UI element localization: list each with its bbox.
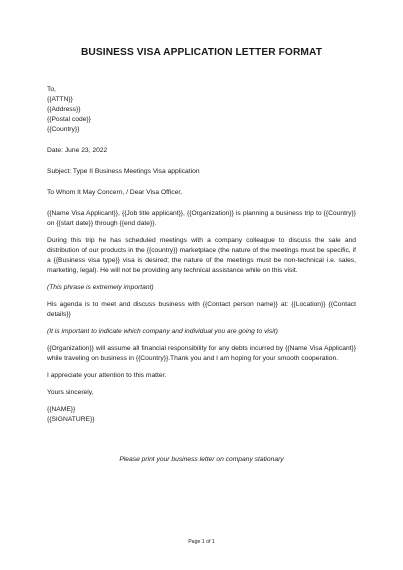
paragraph-financial: {{Organization}} will assume all financial responsibility for any debts incurred by {{Name Visa Applicant}} while traveling on business in {{Country}}.Thank you and I am hoping for your smooth cooperation. <box>47 345 356 362</box>
signer-name: {{NAME}} <box>47 406 76 413</box>
document-title: BUSINESS VISA APPLICATION LETTER FORMAT <box>80 47 323 58</box>
signer-signature: {{SIGNATURE}} <box>47 416 95 423</box>
letter-date: Date: June 23, 2022 <box>47 147 108 154</box>
letter-salutation: To Whom It May Concern, / Dear Visa Officer, <box>47 189 183 196</box>
sign-off: Yours sincerely, <box>47 389 94 396</box>
closing-line: I appreciate your attention to this matter. <box>47 372 167 379</box>
recipient-address <box>47 85 356 135</box>
note-important-phrase: (This phrase is extremely important) <box>47 284 154 291</box>
address-line: To, <box>47 86 56 93</box>
address-line: {{ATTN}} <box>47 96 73 103</box>
note-company-visit: (It is important to indicate which company and individual you are going to visit) <box>47 328 278 335</box>
paragraph-trip: {{Name Visa Applicant}}, {{Job title applicant}}, {{Organization}} is planning a business trip to {{Country}} on {{start date}} through {{end date}}. <box>47 210 356 227</box>
paragraph-meetings: During this trip he has scheduled meetings with a company colleague to discuss the sale and distribution of our products in the {{country}} marketplace (the nature of the meetings must be specific, if a {{Business visa type}} visa is desired; the nature of the meetings must be non-technical i.e. sales, marketing, legal). He will not be providing any technical assistance while on this visit. <box>47 237 356 274</box>
address-line: {{Country}} <box>47 126 80 133</box>
page-number: Page 1 of 1 <box>188 539 215 545</box>
address-line: {{Postal code}} <box>47 116 91 123</box>
paragraph-agenda: His agenda is to meet and discuss business with {{Contact person name}} at: {{Location}} {{Contact details}} <box>47 301 356 318</box>
letter-subject: Subject: Type II Business Meetings Visa application <box>47 168 200 175</box>
address-line: {{Address}} <box>47 106 81 113</box>
letter-body <box>47 85 356 425</box>
stationary-note: Please print your business letter on company stationary <box>119 456 284 463</box>
